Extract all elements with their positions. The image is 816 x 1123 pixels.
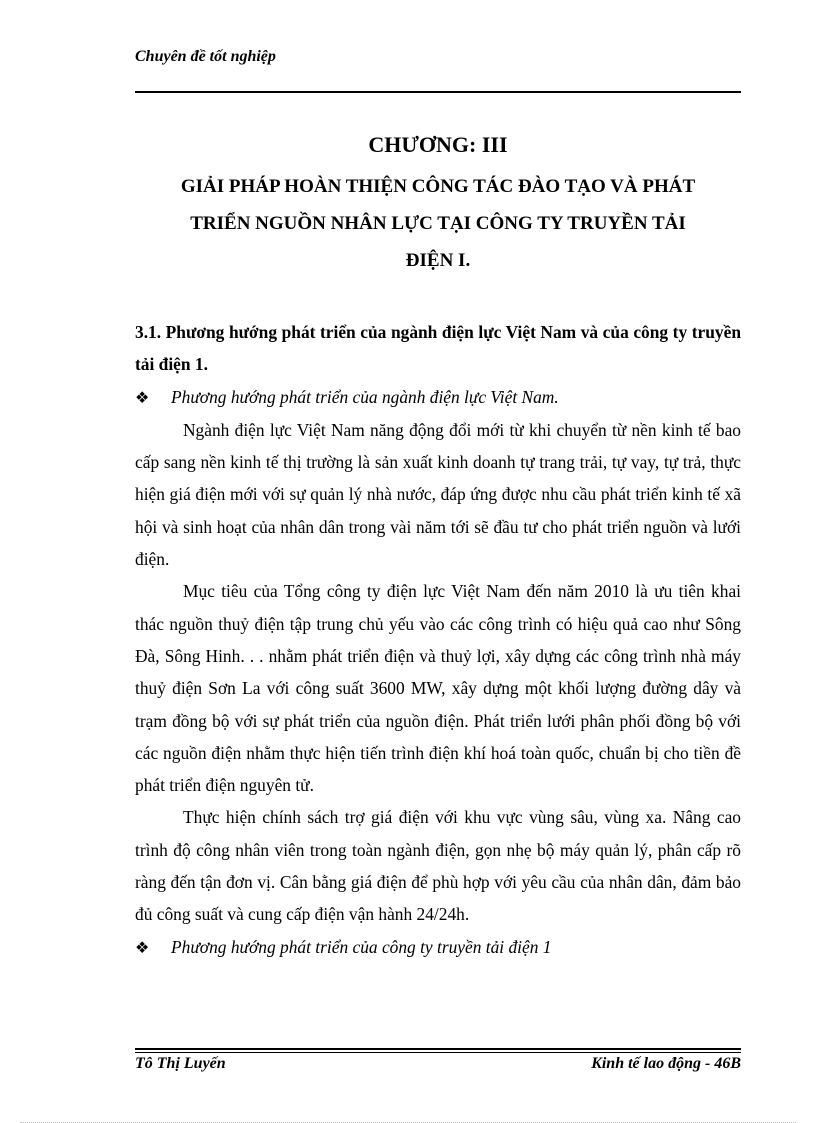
header-divider [135,91,741,93]
footer-author: Tô Thị Luyến [135,1055,226,1072]
bullet-text: Phương hướng phát triển của ngành điện lực Việt Nam. [171,386,559,407]
paragraph: Mục tiêu của Tổng công ty điện lực Việt Nam đến năm 2010 là ưu tiên khai thác nguồn thuỷ điện tập trung chủ yếu vào các công trình có hiệu quả cao như Sông Đà, Sông Hinh. . . nhằm phát triển điện và thuỷ lợi, xây dựng các công trình nhà máy thuỷ điện Sơn La với công suất 3600 MW, xây dựng một khối lượng đường dây và trạm đồng bộ với sự phát triển của nguồn điện. Phát triển lưới phân phối đồng bộ với các nguồn điện nhằm thực hiện tiến trình điện khí hoá toàn quốc, chuẩn bị cho tiền đề phát triển điện nguyên tử. [135,581,741,796]
chapter-title-block [135,128,741,279]
bullet-text: Phương hướng phát triển của công ty truyền tải điện 1 [171,936,552,957]
chapter-subtitle-line: ĐIỆN I. [405,250,471,271]
chapter-subtitle-line: GIẢI PHÁP HOÀN THIỆN CÔNG TÁC ĐÀO TẠO VÀ PHÁT [180,176,696,197]
bullet-item [135,931,741,964]
body-content [135,316,741,964]
footer-divider [135,1052,741,1053]
chapter-subtitle-line: TRIỂN NGUỒN NHÂN LỰC TẠI CÔNG TY TRUYỀN TẢI [190,213,686,234]
paragraph: Ngành điện lực Việt Nam năng động đổi mới từ khi chuyển từ nền kinh tế bao cấp sang nền kinh tế thị trường là sản xuất kinh doanh tự trang trải, tự vay, tự trả, thực hiện giá điện mới với sự quản lý nhà nước, đáp ứng được nhu cầu phát triển kinh tế xã hội và sinh hoạt của nhân dân trong vài năm tới sẽ đầu tư cho phát triển nguồn và lưới điện. [135,419,741,570]
footer-class-label: Kinh tế lao động - 46B [591,1055,741,1072]
chapter-label: CHƯƠNG: III [368,132,508,157]
footer-divider [135,1048,741,1050]
chapter-subtitle [135,168,741,279]
diamond-bullet-icon: ❖ [135,387,150,407]
running-header: Chuyên đề tốt nghiệp [135,48,276,65]
paragraph: Thực hiện chính sách trợ giá điện với khu vực vùng sâu, vùng xa. Nâng cao trình độ công nhân viên trong toàn ngành điện, gọn nhẹ bộ máy quản lý, phân cấp rõ ràng đến tận đơn vị. Cân bằng giá điện để phù hợp với yêu cầu của nhân dân, đảm bảo đủ công suất và cung cấp điện vận hành 24/24h. [135,807,741,925]
bullet-item [135,381,741,414]
section-heading: 3.1. Phương hướng phát triển của ngành điện lực Việt Nam và của công ty truyền tải điện 1. [135,322,741,375]
diamond-bullet-icon: ❖ [135,937,150,957]
